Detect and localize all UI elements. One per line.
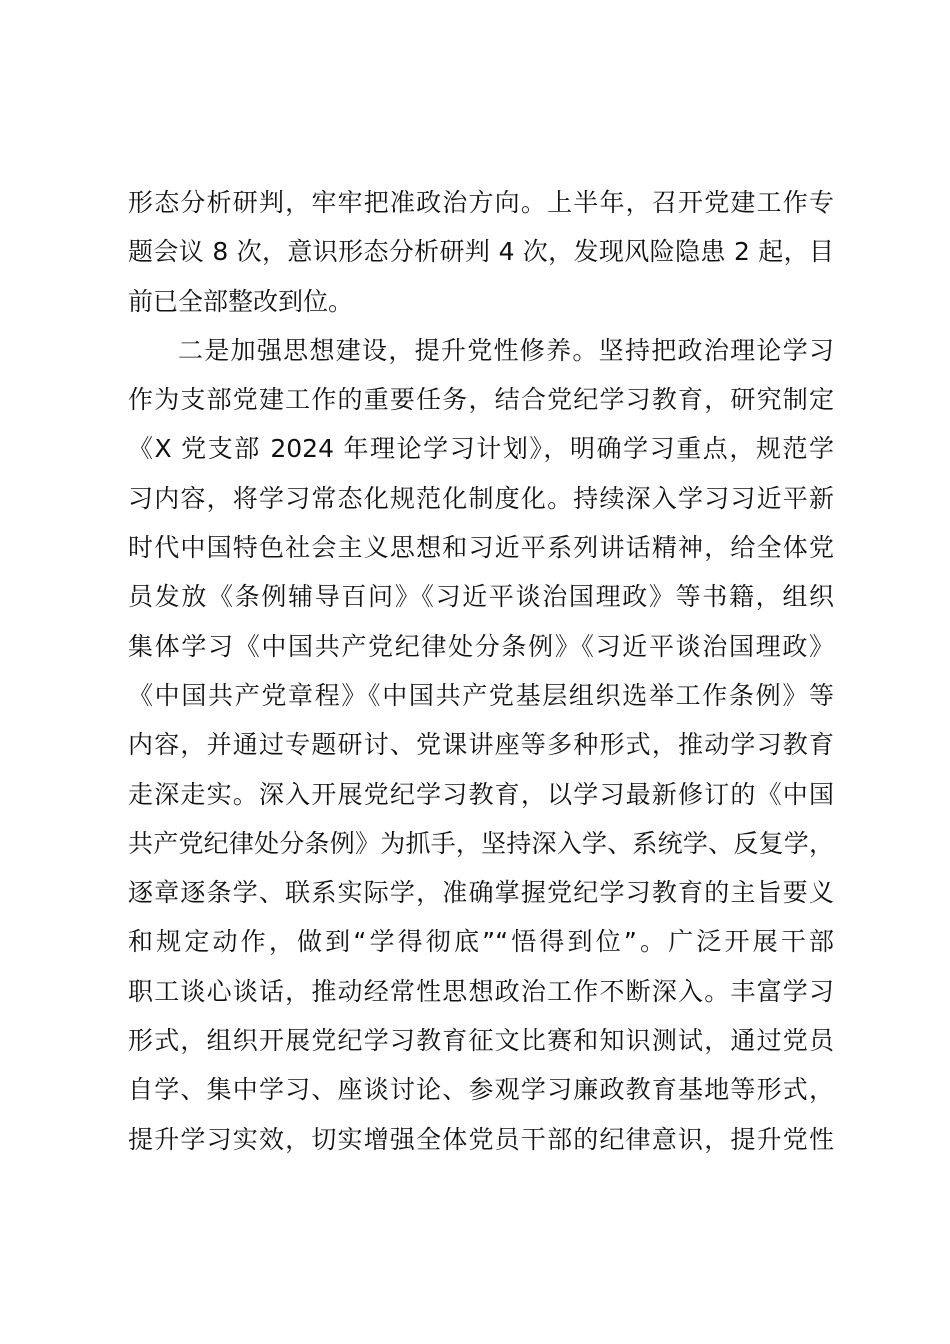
paragraph-2-line: 集体学习《中国共产党纪律处分条例》《习近平谈治国理政》 — [128, 631, 834, 661]
paragraph-2-line: 《中国共产党章程》《中国共产党基层组织选举工作条例》等 — [128, 680, 834, 710]
paragraph-2-line: 习内容，将学习常态化规范化制度化。持续深入学习习近平新 — [128, 483, 834, 513]
paragraph-1-line: 前已全部整改到位。 — [128, 286, 354, 316]
paragraph-2-line: 《X 党支部 2024 年理论学习计划》，明确学习重点，规范学 — [128, 434, 834, 464]
paragraph-1-line: 形态分析研判，牢牢把准政治方向。上半年，召开党建工作专 — [128, 188, 834, 217]
paragraph-2-line: 逐章逐条学、联系实际学，准确掌握党纪学习教育的主旨要义 — [128, 878, 834, 908]
paragraph-2-line: 时代中国特色社会主义思想和习近平系列讲话精神，给全体党 — [128, 533, 834, 563]
paragraph-1-line: 题会议 8 次，意识形态分析研判 4 次，发现风险隐患 2 起，目 — [128, 237, 834, 267]
paragraph-2-line: 职工谈心谈话，推动经常性思想政治工作不断深入。丰富学习 — [128, 976, 834, 1006]
paragraph-2-line: 自学、集中学习、座谈讨论、参观学习廉政教育基地等形式， — [128, 1075, 834, 1105]
paragraph-2-line: 共产党纪律处分条例》为抓手，坚持深入学、系统学、反复学， — [128, 828, 834, 858]
paragraph-2-line: 走深走实。深入开展党纪学习教育，以学习最新修订的《中国 — [128, 779, 834, 809]
paragraph-2-line: 形式，组织开展党纪学习教育征文比赛和知识测试，通过党员 — [128, 1026, 834, 1056]
paragraph-2-line: 二是加强思想建设，提升党性修养。坚持把政治理论学习 — [178, 335, 834, 365]
paragraph-2-line: 员发放《条例辅导百问》《习近平谈治国理政》等书籍，组织 — [128, 582, 834, 612]
document-body — [128, 178, 834, 1164]
paragraph-2-line: 内容，并通过专题研讨、党课讲座等多种形式，推动学习教育 — [128, 730, 834, 760]
paragraph-2-line: 作为支部党建工作的重要任务，结合党纪学习教育，研究制定 — [128, 385, 834, 415]
paragraph-2-line: 和规定动作，做到“学得彻底”“悟得到位”。广泛开展干部 — [128, 927, 834, 957]
paragraph-2-line: 提升学习实效，切实增强全体党员干部的纪律意识，提升党性 — [128, 1124, 834, 1154]
